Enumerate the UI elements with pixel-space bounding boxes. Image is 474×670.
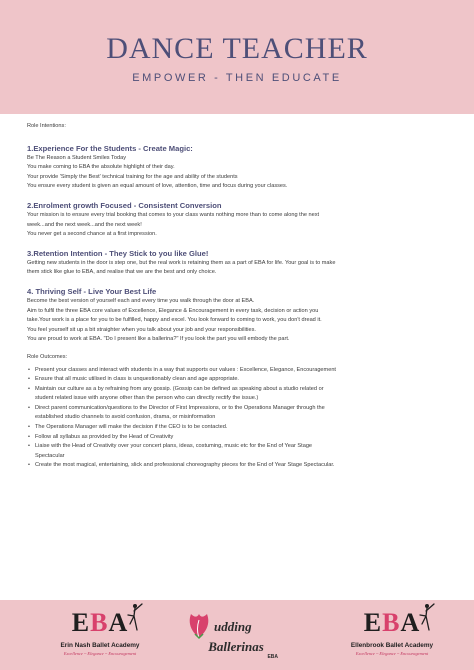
ballerina-icon	[416, 602, 438, 632]
list-item-text: student related issue with anyone other than the person who can directly rectify the issue.)	[35, 395, 259, 402]
body-line: Become the best version of yourself each and every time you walk through the door at EBA.	[27, 297, 255, 304]
section-heading: 3.Retention Intention - They Stick to you like Glue!	[27, 248, 209, 258]
list-item-text: • Follow all syllabus as provided by the Head of Creativity	[35, 433, 174, 440]
body-line: Your provide 'Simply the Best' technical training for the age and ability of the students	[27, 173, 238, 180]
logo-budding-ballerinas	[186, 614, 286, 660]
list-item-text: established studio channels to avoid confusion, drama, or misinformation	[35, 414, 216, 421]
tulip-icon	[186, 610, 212, 640]
section-heading: 2.Enrolment growth Focused - Consistent Conversion	[27, 200, 222, 210]
list-item	[35, 375, 447, 385]
body-line: take.Your work is a place for you to be fulfilled, happy and excel. You look forward to coming to work, you don't dread it.	[27, 317, 322, 324]
academy-name: Ellenbrook Ballet Academy	[350, 642, 434, 649]
list-item-text: • Ensure that all music utilised in class is unquestionably clean and age appropriate.	[35, 376, 239, 383]
section-heading: 4. Thriving Self - Live Your Best Life	[27, 286, 157, 296]
eba-mark: EBA	[71, 608, 129, 637]
section-4	[27, 286, 447, 345]
academy-tagline: Excellence ~ Elegance ~ Encouragement	[355, 651, 429, 656]
brand-word-budding: udding	[214, 619, 252, 634]
body-line: You ensure every student is given an equal amount of love, attention, time and focus during your classes.	[27, 183, 288, 190]
body-line: Be The Reason a Student Smiles Today	[27, 154, 126, 161]
document-body	[27, 122, 447, 471]
academy-name: Erin Nash Ballet Academy	[60, 642, 140, 649]
section-1	[27, 143, 447, 192]
list-item-text: • Present your classes and interact with students in a way that supports our values : Excellence, Elegance, Encouragement	[35, 366, 336, 373]
logo-ellenbrook	[332, 610, 452, 656]
body-line: them stick like glue to EBA, and realise that we are the best and only choice.	[27, 269, 217, 276]
brand-small-eba: EBA	[267, 654, 278, 660]
section-3	[27, 248, 447, 278]
role-intentions-heading: Role Intentions:	[27, 123, 66, 129]
eba-mark: EBA	[363, 608, 421, 637]
body-line: You are proud to work at EBA. "Do I present like a ballerina?" If you look the part you will embody the part.	[27, 336, 290, 343]
list-item-text: • Create the most magical, entertaining, slick and professional choreography pieces for the End of Year Stage Spectacular.	[35, 462, 335, 469]
page-title: DANCE TEACHER	[106, 32, 368, 65]
body-line: week...and the next week...and the next week!	[27, 221, 142, 228]
body-line: You make coming to EBA the absolute highlight of their day.	[27, 164, 175, 171]
list-item	[35, 461, 447, 471]
body-line: Aim to fulfil the three EBA core values of Excellence, Elegance & Encouragement in every task, decision or action you	[27, 307, 319, 314]
list-item	[35, 385, 447, 404]
section-heading: 1.Experience For the Students - Create Magic:	[27, 143, 193, 153]
list-item	[35, 433, 447, 443]
list-item	[35, 442, 447, 461]
body-line: You feel yourself sit up a bit straighter when you talk about your job and your responsibilities.	[27, 326, 256, 333]
role-outcomes-heading: Role Outcomes:	[27, 353, 68, 360]
list-item-text: • Direct parent communication/questions to the Director of First Impressions, or to the Operations Manager through the	[35, 404, 325, 411]
list-item	[35, 366, 447, 376]
brand-word-ballerinas: Ballerinas	[208, 639, 264, 654]
academy-tagline: Excellence ~ Elegance ~ Encouragement	[63, 651, 137, 656]
list-item	[35, 423, 447, 433]
body-line: Getting new students in the door is step one, but the real work is retaining them as a part of EBA for life. Your goal is to make	[27, 259, 336, 266]
ballerina-icon	[124, 602, 146, 632]
body-line: Your mission is to ensure every trial booking that comes to your class wants nothing more than to come along the next	[27, 211, 320, 218]
role-outcomes-list	[27, 366, 447, 472]
list-item-text: • Maintain our culture as a by refraining from any gossip. (Gossip can be defined as speaking about a studio related or	[35, 385, 324, 392]
body-line: You never get a second chance at a first impression.	[27, 231, 157, 238]
list-item-text: • The Operations Manager will make the decision if the CEO is to be contacted.	[35, 424, 228, 431]
page-subtitle: EMPOWER - THEN EDUCATE	[132, 72, 342, 84]
list-item-text: • Liaise with the Head of Creativity over your concert plans, ideas, costuming, music etc for the End of Year Stage	[35, 443, 313, 450]
list-item-text: Spectacular	[35, 452, 65, 459]
section-2	[27, 200, 447, 240]
logo-erin-nash	[40, 610, 160, 656]
list-item	[35, 404, 447, 423]
